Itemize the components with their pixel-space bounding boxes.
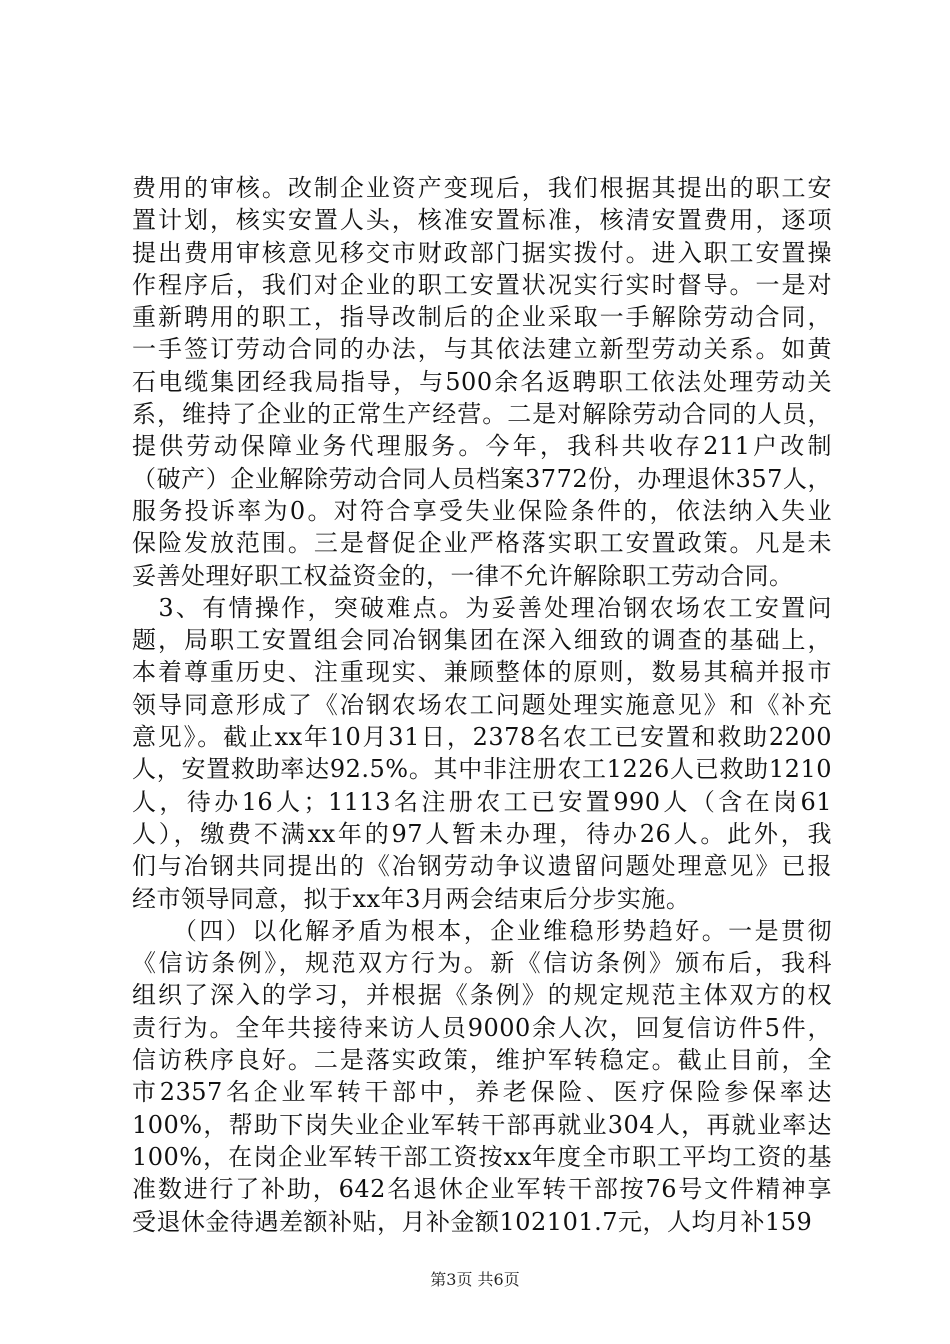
text-line: 受退休金待遇差额补贴，月补金额102101.7元，人均月补159 [132, 1207, 813, 1236]
text-line: 石电缆集团经我局指导，与500余名返聘职工依法处理劳动关 [132, 367, 832, 396]
text-line: 意见》。截止xx年10月31日，2378名农工已安置和救助2200 [132, 723, 832, 752]
text-line: 置计划，核实安置人头，核准安置标准，核清安置费用，逐项 [132, 206, 832, 235]
text-line: 服务投诉率为0。对符合享受失业保险条件的，依法纳入失业 [132, 496, 832, 525]
text-line: （四）以化解矛盾为根本，企业维稳形势趋好。一是贯彻 [132, 916, 832, 945]
text-line: 经市领导同意，拟于xx年3月两会结束后分步实施。 [132, 884, 691, 913]
text-line: 作程序后，我们对企业的职工安置状况实行实时督导。一是对 [132, 270, 832, 299]
text-line: 人，安置救助率达92.5%。其中非注册农工1226人已救助1210 [132, 755, 832, 784]
text-line: 本着尊重历史、注重现实、兼顾整体的原则，数易其稿并报市 [132, 658, 832, 687]
text-line: 费用的审核。改制企业资产变现后，我们根据其提出的职工安 [132, 174, 832, 202]
text-line: 重新聘用的职工，指导改制后的企业采取一手解除劳动合同， [132, 303, 832, 332]
body-text [132, 172, 832, 1238]
text-line: 责行为。全年共接待来访人员9000余人次，回复信访件5件， [132, 1013, 832, 1042]
text-line: 妥善处理好职工权益资金的，一律不允许解除职工劳动合同。 [132, 561, 794, 590]
text-line: 领导同意形成了《冶钢农场农工问题处理实施意见》和《补充 [132, 690, 832, 719]
text-line: 人），缴费不满xx年的97人暂未办理，待办26人。此外，我 [132, 819, 832, 848]
text-line: 提出费用审核意见移交市财政部门据实拨付。进入职工安置操 [132, 238, 832, 267]
text-line: 组织了深入的学习，并根据《条例》的规定规范主体双方的权 [132, 981, 832, 1010]
text-line: 一手签订劳动合同的办法，与其依法建立新型劳动关系。如黄 [132, 335, 832, 364]
text-line: 准数进行了补助，642名退休企业军转干部按76号文件精神享 [132, 1175, 832, 1204]
text-line: 人，待办16人；1113名注册农工已安置990人（含在岗61 [132, 787, 832, 816]
text-line: 100%，在岗企业军转干部工资按xx年度全市职工平均工资的基 [132, 1142, 832, 1171]
page-footer: 第3页 共6页 [430, 1270, 520, 1289]
text-line: 题，局职工安置组会同冶钢集团在深入细致的调查的基础上， [132, 626, 832, 655]
text-line: 保险发放范围。三是督促企业严格落实职工安置政策。凡是未 [132, 529, 832, 558]
text-line: 提供劳动保障业务代理服务。今年，我科共收存211户改制 [132, 432, 832, 461]
text-line: 系，维持了企业的正常生产经营。二是对解除劳动合同的人员， [132, 400, 832, 429]
text-line: 《信访条例》，规范双方行为。新《信访条例》颁布后，我科 [132, 949, 832, 978]
text-line: 市2357名企业军转干部中，养老保险、医疗保险参保率达 [132, 1078, 832, 1107]
text-line: 3、有情操作，突破难点。为妥善处理冶钢农场农工安置问 [132, 593, 832, 622]
text-line: 们与冶钢共同提出的《冶钢劳动争议遗留问题处理意见》已报 [132, 852, 832, 881]
text-line: 信访秩序良好。二是落实政策，维护军转稳定。截止目前，全 [132, 1046, 832, 1075]
text-line: 100%，帮助下岗失业企业军转干部再就业304人，再就业率达 [132, 1110, 832, 1139]
text-line: （破产）企业解除劳动合同人员档案3772份，办理退休357人， [132, 464, 832, 493]
